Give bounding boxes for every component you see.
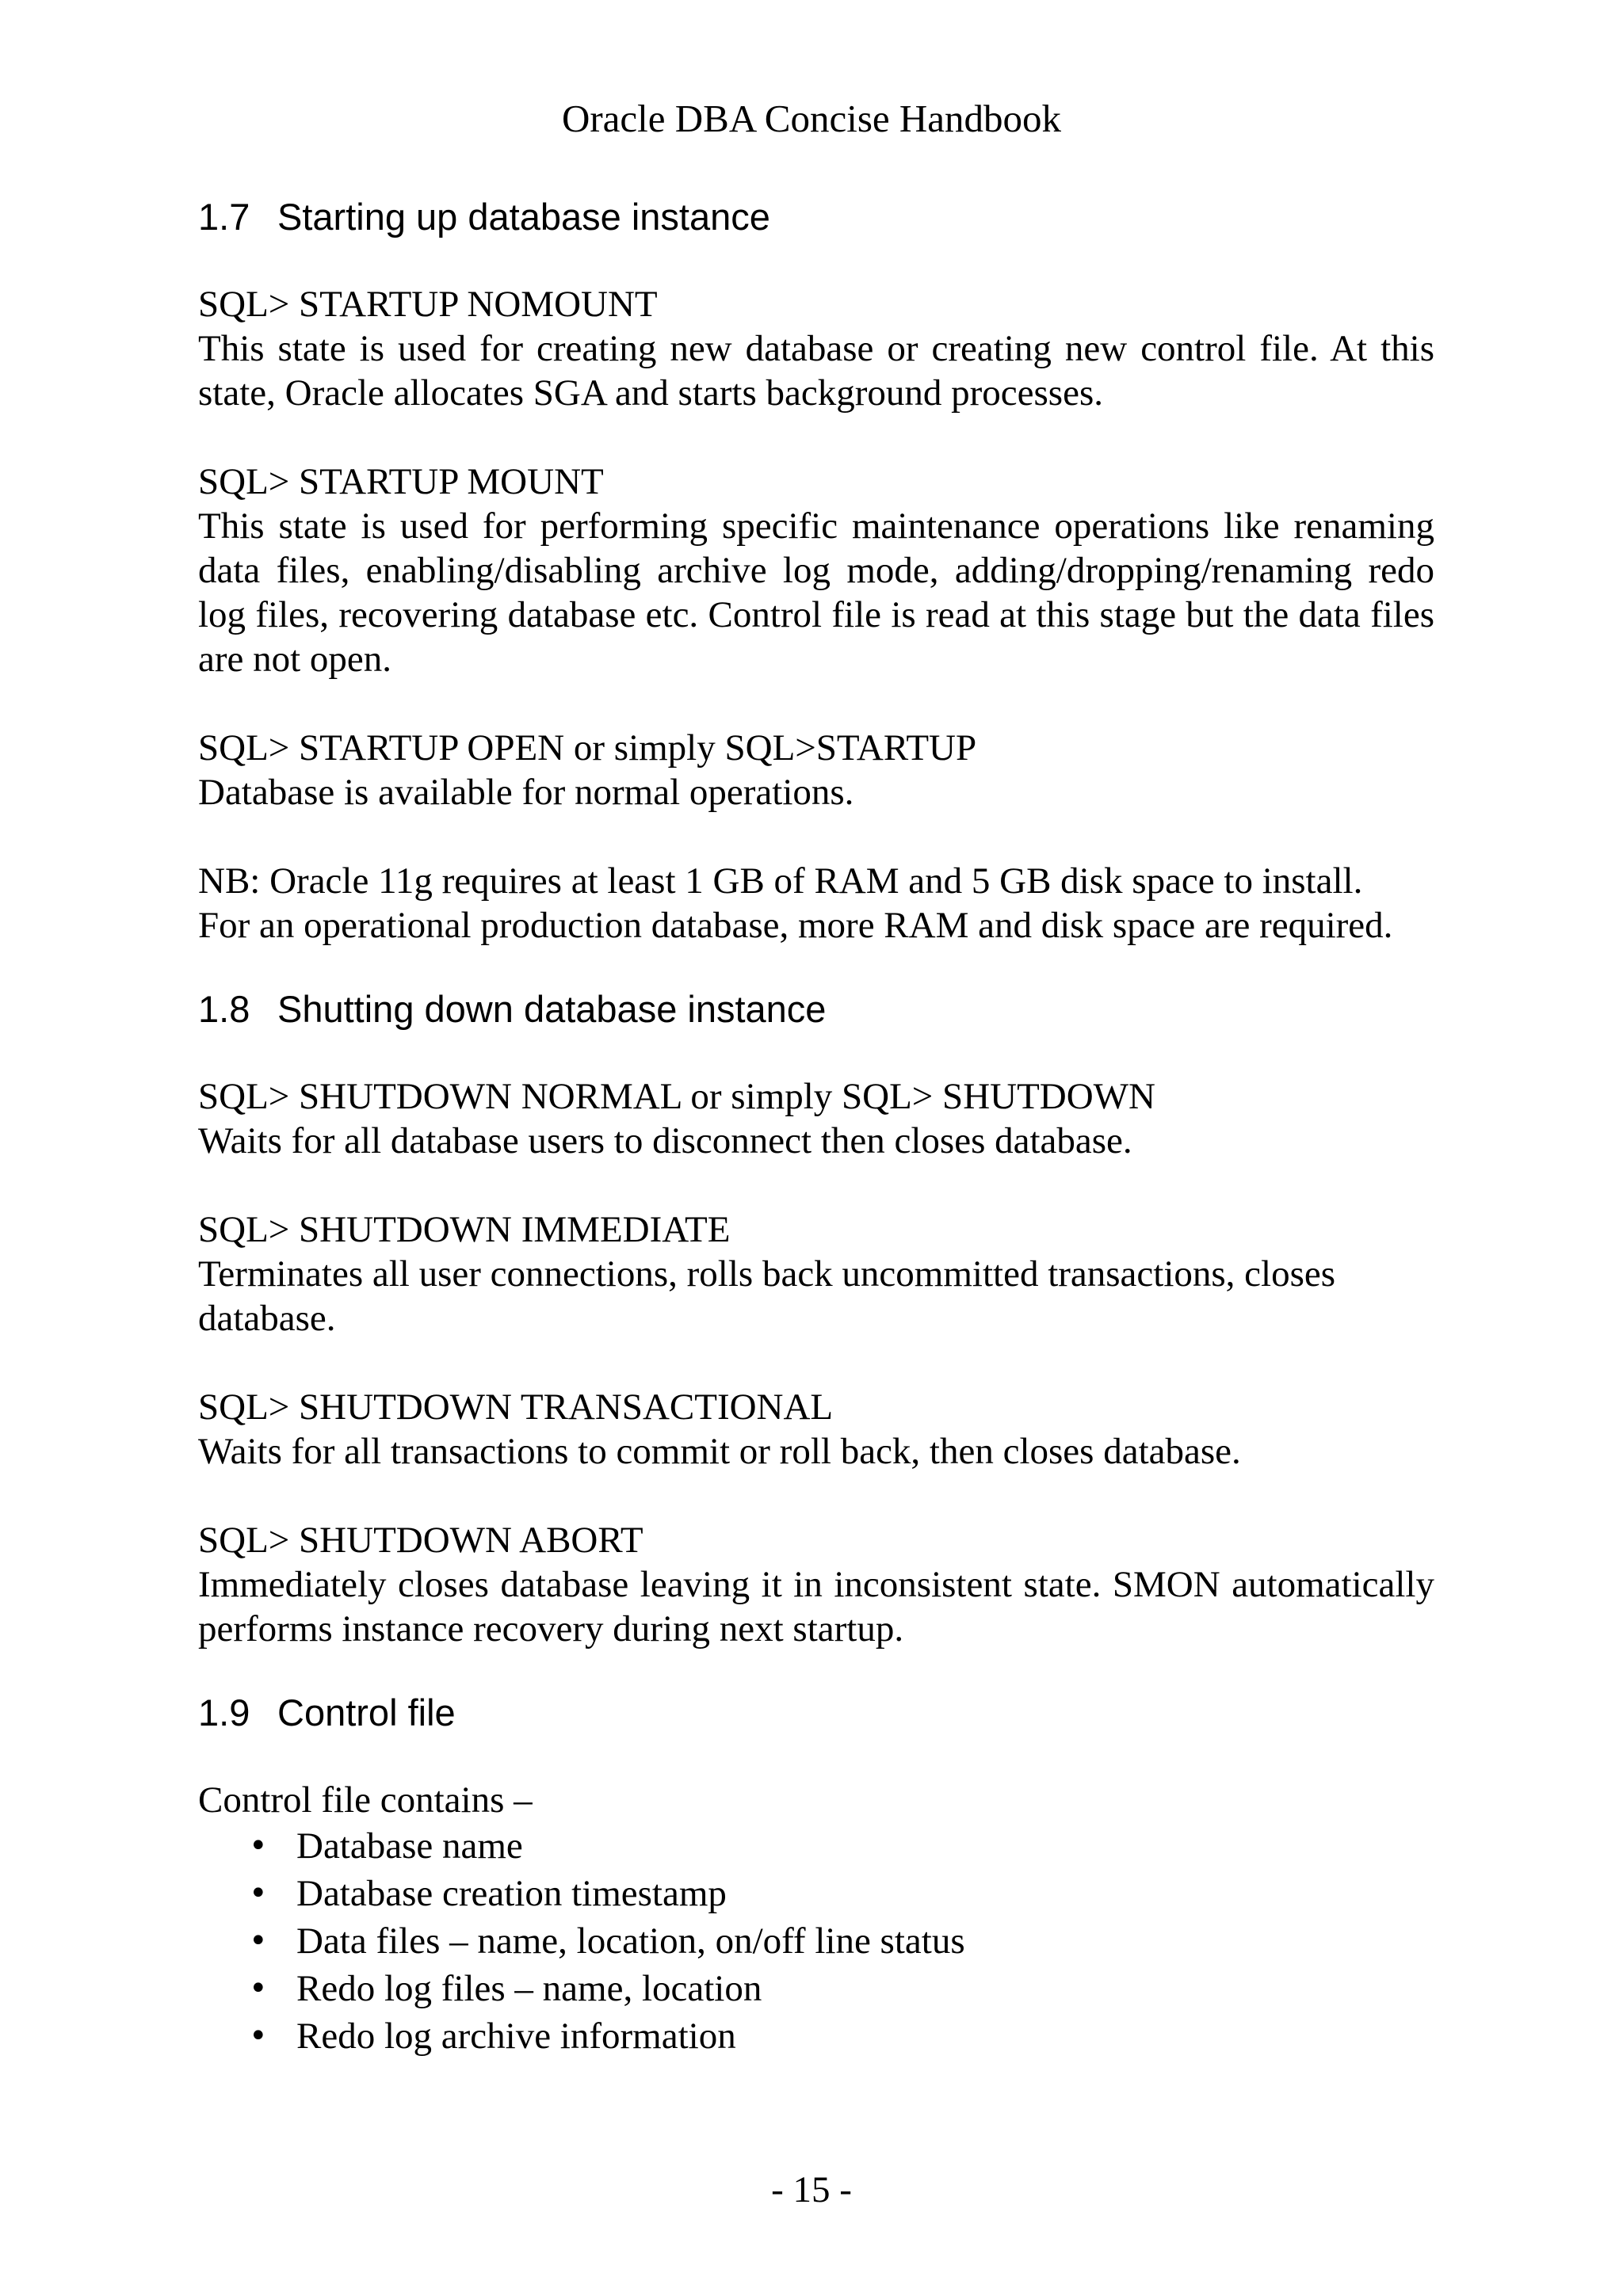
list-item-text: Redo log archive information — [296, 2016, 736, 2057]
bullet-icon: • — [249, 1970, 268, 2007]
description-text: Waits for all database users to disconnect then closes database. — [198, 1120, 1132, 1161]
control-file-contents-list — [198, 1822, 1434, 2060]
list-item-text: Database creation timestamp — [296, 1873, 727, 1914]
command-text: SQL> SHUTDOWN ABORT — [198, 1520, 643, 1561]
section-number: 1.9 — [198, 1691, 250, 1733]
section-heading-1-7 — [198, 193, 1434, 241]
section-title: Starting up database instance — [277, 196, 770, 238]
list-item — [249, 1965, 1434, 2012]
section-title: Shutting down database instance — [277, 988, 827, 1030]
note-line-1: NB: Oracle 11g requires at least 1 GB of RAM and 5 GB disk space to install. — [198, 860, 1363, 902]
note-line-2: For an operational production database, more RAM and disk space are required. — [198, 905, 1393, 946]
startup-mount-block — [198, 460, 1434, 681]
startup-nomount-block — [198, 282, 1434, 415]
command-text: SQL> STARTUP MOUNT — [198, 461, 604, 502]
section-number: 1.7 — [198, 196, 250, 238]
command-text: SQL> SHUTDOWN TRANSACTIONAL — [198, 1386, 834, 1428]
control-file-intro: Control file contains – — [198, 1779, 533, 1821]
shutdown-transactional-block — [198, 1385, 1434, 1474]
command-text: SQL> SHUTDOWN IMMEDIATE — [198, 1209, 731, 1250]
list-item — [249, 1917, 1434, 1965]
description-text: Terminates all user connections, rolls back uncommitted transactions, closes database. — [198, 1253, 1336, 1339]
note-block — [198, 859, 1434, 948]
description-text: Immediately closes database leaving it in inconsistent state. SMON automatically performs instance recovery during next startup. — [198, 1564, 1434, 1650]
command-text: SQL> SHUTDOWN NORMAL or simply SQL> SHUTDOWN — [198, 1076, 1155, 1117]
list-item — [249, 1822, 1434, 1870]
description-text: Waits for all transactions to commit or roll back, then closes database. — [198, 1431, 1241, 1472]
command-text: SQL> STARTUP OPEN or simply SQL>STARTUP — [198, 727, 977, 769]
shutdown-normal-block — [198, 1074, 1434, 1163]
bullet-icon: • — [249, 1923, 268, 1959]
section-title: Control file — [277, 1691, 456, 1733]
command-text: SQL> STARTUP NOMOUNT — [198, 284, 658, 325]
list-item-text: Database name — [296, 1825, 523, 1867]
section-heading-1-8 — [198, 986, 1434, 1033]
page-content — [198, 193, 1434, 2060]
page-number: - 15 - — [771, 2169, 852, 2210]
running-header: Oracle DBA Concise Handbook — [561, 97, 1062, 140]
bullet-icon: • — [249, 1828, 268, 1864]
list-item — [249, 1870, 1434, 1917]
bullet-icon: • — [249, 2018, 268, 2054]
section-number: 1.8 — [198, 988, 250, 1030]
bullet-icon: • — [249, 1875, 268, 1912]
description-text: This state is used for creating new database or creating new control file. At this state, Oracle allocates SGA and starts background processes. — [198, 328, 1434, 414]
description-text: Database is available for normal operations. — [198, 772, 854, 813]
list-item — [249, 2012, 1434, 2060]
list-item-text: Redo log files – name, location — [296, 1968, 762, 2009]
shutdown-immediate-block — [198, 1207, 1434, 1341]
shutdown-abort-block — [198, 1518, 1434, 1651]
section-heading-1-9 — [198, 1689, 1434, 1737]
description-text: This state is used for performing specific maintenance operations like renaming data files, enabling/disabling archive log mode, adding/dropping/renaming redo log files, recovering database etc. Control file is read at this stage but the data files are not open. — [198, 505, 1434, 680]
startup-open-block — [198, 726, 1434, 814]
list-item-text: Data files – name, location, on/off line status — [296, 1920, 965, 1962]
